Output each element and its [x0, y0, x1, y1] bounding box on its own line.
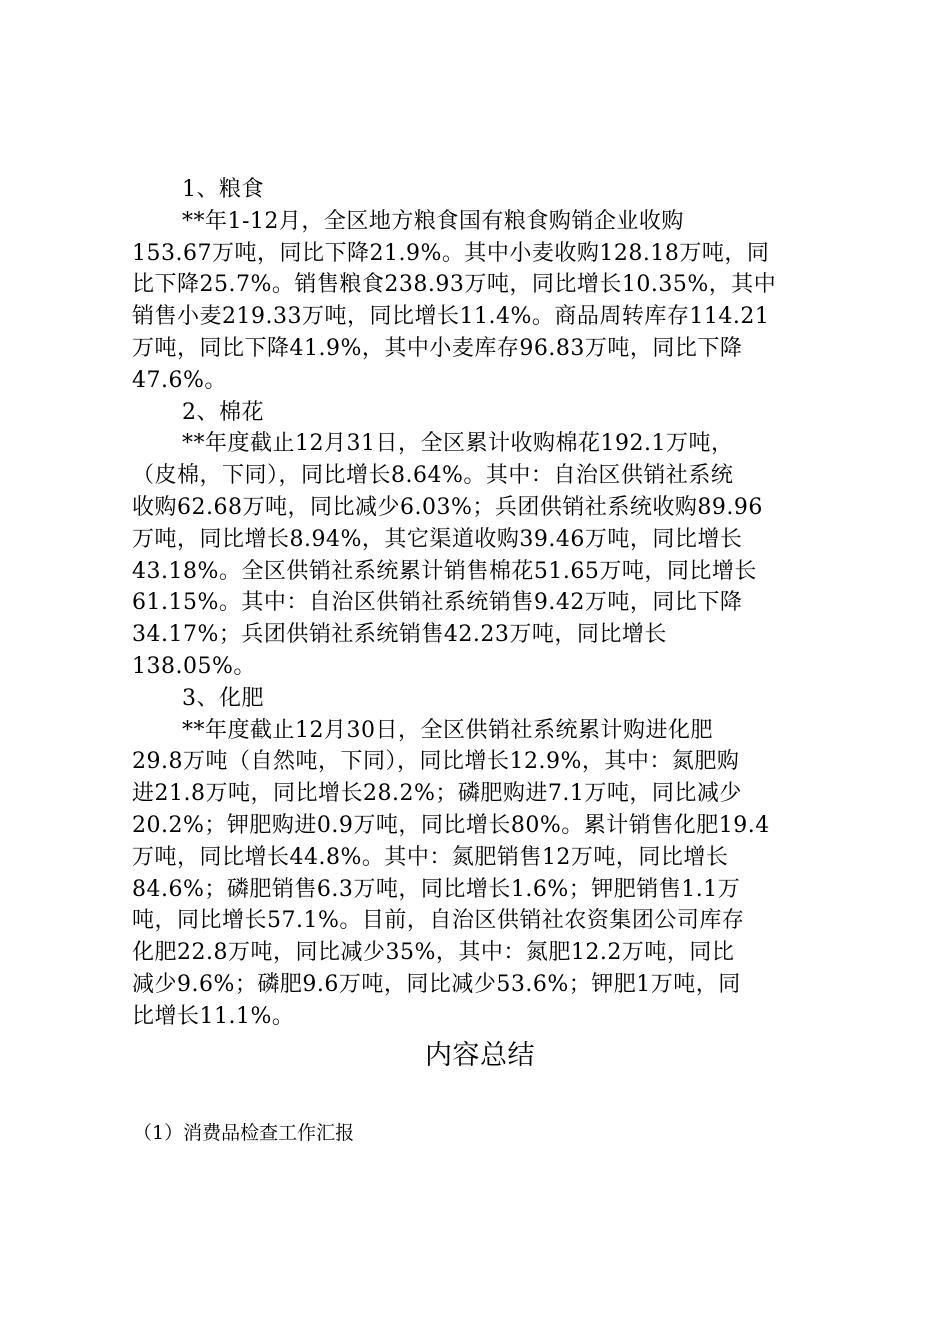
summary-title: 内容总结 [425, 1040, 535, 1071]
paragraph-line: 43.18%。全区供销社系统累计销售棉花51.65万吨，同比增长 [132, 558, 757, 584]
paragraph-line: 进21.8万吨，同比增长28.2%；磷肥购进7.1万吨，同比减少 [132, 781, 742, 807]
paragraph-line: **年度截止12月30日，全区供销社系统累计购进化肥 [182, 717, 713, 743]
document-body [132, 174, 832, 1033]
paragraph-line: 万吨，同比下降41.9%，其中小麦库存96.83万吨，同比下降 [132, 335, 743, 361]
paragraph-line: 84.6%；磷肥销售6.3万吨，同比增长1.6%；钾肥销售1.1万 [132, 876, 741, 902]
paragraph-line: 万吨，同比增长8.94%，其它渠道收购39.46万吨，同比增长 [132, 526, 743, 552]
paragraph-line: 比下降25.7%。销售粮食238.93万吨，同比增长10.35%，其中 [132, 272, 777, 298]
paragraph-line: **年度截止12月31日，全区累计收购棉花192.1万吨， [182, 431, 734, 457]
paragraph-line: 吨，同比增长57.1%。目前，自治区供销社农资集团公司库存 [132, 908, 745, 934]
section-grain [132, 174, 832, 397]
paragraph-line: 153.67万吨，同比下降21.9%。其中小麦收购128.18万吨，同 [132, 240, 770, 266]
paragraph-line: （皮棉，下同），同比增长8.64%。其中：自治区供销社系统 [132, 463, 734, 489]
paragraph-line: 47.6%。 [132, 367, 227, 393]
paragraph-line: 比增长11.1%。 [132, 1003, 295, 1029]
section-fertilizer [132, 683, 832, 1033]
section-cotton [132, 397, 832, 683]
paragraph-line: 万吨，同比增长44.8%。其中：氮肥销售12万吨，同比增长 [132, 844, 729, 870]
paragraph-line: 20.2%；钾肥购进0.9万吨，同比增长80%。累计销售化肥19.4 [132, 812, 770, 838]
paragraph-line: 减少9.6%；磷肥9.6万吨，同比减少53.6%；钾肥1万吨，同 [132, 971, 741, 997]
section-heading: 2、棉花 [182, 399, 264, 425]
paragraph-line: 收购62.68万吨，同比减少6.03%；兵团供销社系统收购89.96 [132, 494, 763, 520]
paragraph-line: 化肥22.8万吨，同比减少35%，其中：氮肥12.2万吨，同比 [132, 940, 735, 966]
paragraph-line: **年1-12月，全区地方粮食国有粮食购销企业收购 [182, 208, 684, 234]
paragraph-line: 29.8万吨（自然吨，下同），同比增长12.9%，其中：氮肥购 [132, 749, 740, 775]
paragraph-line: 61.15%。其中：自治区供销社系统销售9.42万吨，同比下降 [132, 590, 743, 616]
section-heading: 3、化肥 [182, 685, 264, 711]
summary-item: （1）消费品检查工作汇报 [133, 1122, 355, 1144]
paragraph-line: 138.05%。 [132, 653, 256, 679]
paragraph-line: 34.17%；兵团供销社系统销售42.23万吨，同比增长 [132, 622, 667, 648]
paragraph-line: 销售小麦219.33万吨，同比增长11.4%。商品周转库存114.21 [132, 304, 770, 330]
section-heading: 1、粮食 [182, 177, 264, 202]
